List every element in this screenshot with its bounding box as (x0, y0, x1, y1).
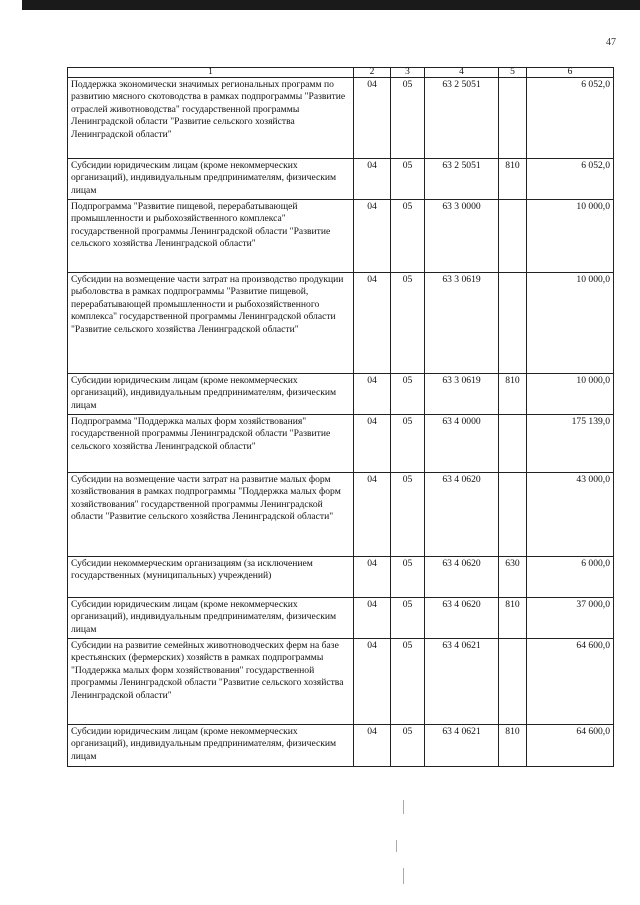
section-code-cell: 04 (354, 557, 391, 598)
expense-type-cell (499, 415, 527, 473)
header-cell: 2 (354, 68, 391, 78)
subsection-code-cell: 05 (391, 639, 425, 725)
amount-cell: 64 600,0 (527, 725, 614, 767)
section-code-cell: 04 (354, 78, 391, 159)
header-cell: 1 (68, 68, 354, 78)
expense-type-cell: 810 (499, 374, 527, 415)
expense-type-cell (499, 273, 527, 374)
subsection-code-cell: 05 (391, 598, 425, 639)
row-name-cell: Субсидии юридическим лицам (кроме некоммерческих организаций), индивидуальным предпринимателям, физическим лицам (68, 374, 354, 415)
row-name-cell: Субсидии некоммерческим организациям (за исключением государственных (муниципальных) учреждений) (68, 557, 354, 598)
subsection-code-cell: 05 (391, 78, 425, 159)
scan-artifact (403, 868, 404, 884)
header-cell: 3 (391, 68, 425, 78)
subsection-code-cell: 05 (391, 473, 425, 557)
header-cell: 4 (425, 68, 499, 78)
budget-table (67, 67, 614, 767)
section-code-cell: 04 (354, 415, 391, 473)
amount-cell: 43 000,0 (527, 473, 614, 557)
subsection-code-cell: 05 (391, 273, 425, 374)
table-row (68, 415, 614, 473)
target-article-cell: 63 3 0619 (425, 374, 499, 415)
subsection-code-cell: 05 (391, 415, 425, 473)
target-article-cell: 63 4 0620 (425, 598, 499, 639)
subsection-code-cell: 05 (391, 557, 425, 598)
subsection-code-cell: 05 (391, 725, 425, 767)
target-article-cell: 63 3 0619 (425, 273, 499, 374)
section-code-cell: 04 (354, 725, 391, 767)
expense-type-cell (499, 200, 527, 273)
row-name-cell: Субсидии на возмещение части затрат на производство продукции рыболовства в рамках подпрограммы "Развитие пищевой, перерабатывающей промышленности и рыбохозяйственного комплекса" государственной программы Ленинградской области "Развитие сельского хозяйства Ленинградской области" (68, 273, 354, 374)
amount-cell: 10 000,0 (527, 374, 614, 415)
table-row (68, 273, 614, 374)
section-code-cell: 04 (354, 473, 391, 557)
row-name-cell: Субсидии юридическим лицам (кроме некоммерческих организаций), индивидуальным предпринимателям, физическим лицам (68, 725, 354, 767)
target-article-cell: 63 3 0000 (425, 200, 499, 273)
section-code-cell: 04 (354, 200, 391, 273)
table-row (68, 473, 614, 557)
target-article-cell: 63 4 0620 (425, 557, 499, 598)
amount-cell: 6 000,0 (527, 557, 614, 598)
row-name-cell: Подпрограмма "Поддержка малых форм хозяйствования" государственной программы Ленинградской области "Развитие сельского хозяйства Ленинградской области" (68, 415, 354, 473)
target-article-cell: 63 2 5051 (425, 78, 499, 159)
scan-top-border (22, 0, 640, 10)
section-code-cell: 04 (354, 374, 391, 415)
table-row (68, 557, 614, 598)
section-code-cell: 04 (354, 598, 391, 639)
header-cell: 5 (499, 68, 527, 78)
expense-type-cell: 810 (499, 725, 527, 767)
target-article-cell: 63 4 0000 (425, 415, 499, 473)
subsection-code-cell: 05 (391, 200, 425, 273)
page-number: 47 (606, 37, 616, 48)
table-row (68, 374, 614, 415)
table-row (68, 725, 614, 767)
row-name-cell: Субсидии юридическим лицам (кроме некоммерческих организаций), индивидуальным предпринимателям, физическим лицам (68, 159, 354, 200)
scan-artifact (396, 840, 397, 852)
table-header-row (68, 68, 614, 78)
section-code-cell: 04 (354, 159, 391, 200)
expense-type-cell (499, 639, 527, 725)
row-name-cell: Субсидии на возмещение части затрат на развитие малых форм хозяйствования в рамках подпрограммы "Поддержка малых форм хозяйствования" государственной программы Ленинградской области "Развитие сельского хозяйства Ленинградской области" (68, 473, 354, 557)
amount-cell: 37 000,0 (527, 598, 614, 639)
table-row (68, 78, 614, 159)
amount-cell: 64 600,0 (527, 639, 614, 725)
row-name-cell: Субсидии на развитие семейных животноводческих ферм на базе крестьянских (фермерских) хозяйств в рамках подпрограммы "Поддержка малых форм хозяйствования" государственной программы Ленинградской области "Развитие сельского хозяйства Ленинградской области" (68, 639, 354, 725)
amount-cell: 10 000,0 (527, 273, 614, 374)
table-row (68, 598, 614, 639)
scan-artifact (403, 800, 404, 814)
expense-type-cell: 630 (499, 557, 527, 598)
amount-cell: 6 052,0 (527, 159, 614, 200)
table-row (68, 200, 614, 273)
target-article-cell: 63 4 0620 (425, 473, 499, 557)
expense-type-cell: 810 (499, 159, 527, 200)
expense-type-cell: 810 (499, 598, 527, 639)
amount-cell: 6 052,0 (527, 78, 614, 159)
row-name-cell: Подпрограмма "Развитие пищевой, перерабатывающей промышленности и рыбохозяйственного комплекса" государственной программы Ленинградской области "Развитие сельского хозяйства Ленинградской области" (68, 200, 354, 273)
amount-cell: 10 000,0 (527, 200, 614, 273)
expense-type-cell (499, 473, 527, 557)
target-article-cell: 63 2 5051 (425, 159, 499, 200)
section-code-cell: 04 (354, 273, 391, 374)
header-cell: 6 (527, 68, 614, 78)
table-row (68, 159, 614, 200)
subsection-code-cell: 05 (391, 374, 425, 415)
amount-cell: 175 139,0 (527, 415, 614, 473)
row-name-cell: Поддержка экономически значимых региональных программ по развитию мясного скотоводства в рамках подпрограммы "Развитие отраслей животноводства" государственной программы Ленинградской области "Развитие сельского хозяйства Ленинградской области" (68, 78, 354, 159)
subsection-code-cell: 05 (391, 159, 425, 200)
table-row (68, 639, 614, 725)
target-article-cell: 63 4 0621 (425, 639, 499, 725)
expense-type-cell (499, 78, 527, 159)
section-code-cell: 04 (354, 639, 391, 725)
target-article-cell: 63 4 0621 (425, 725, 499, 767)
row-name-cell: Субсидии юридическим лицам (кроме некоммерческих организаций), индивидуальным предпринимателям, физическим лицам (68, 598, 354, 639)
